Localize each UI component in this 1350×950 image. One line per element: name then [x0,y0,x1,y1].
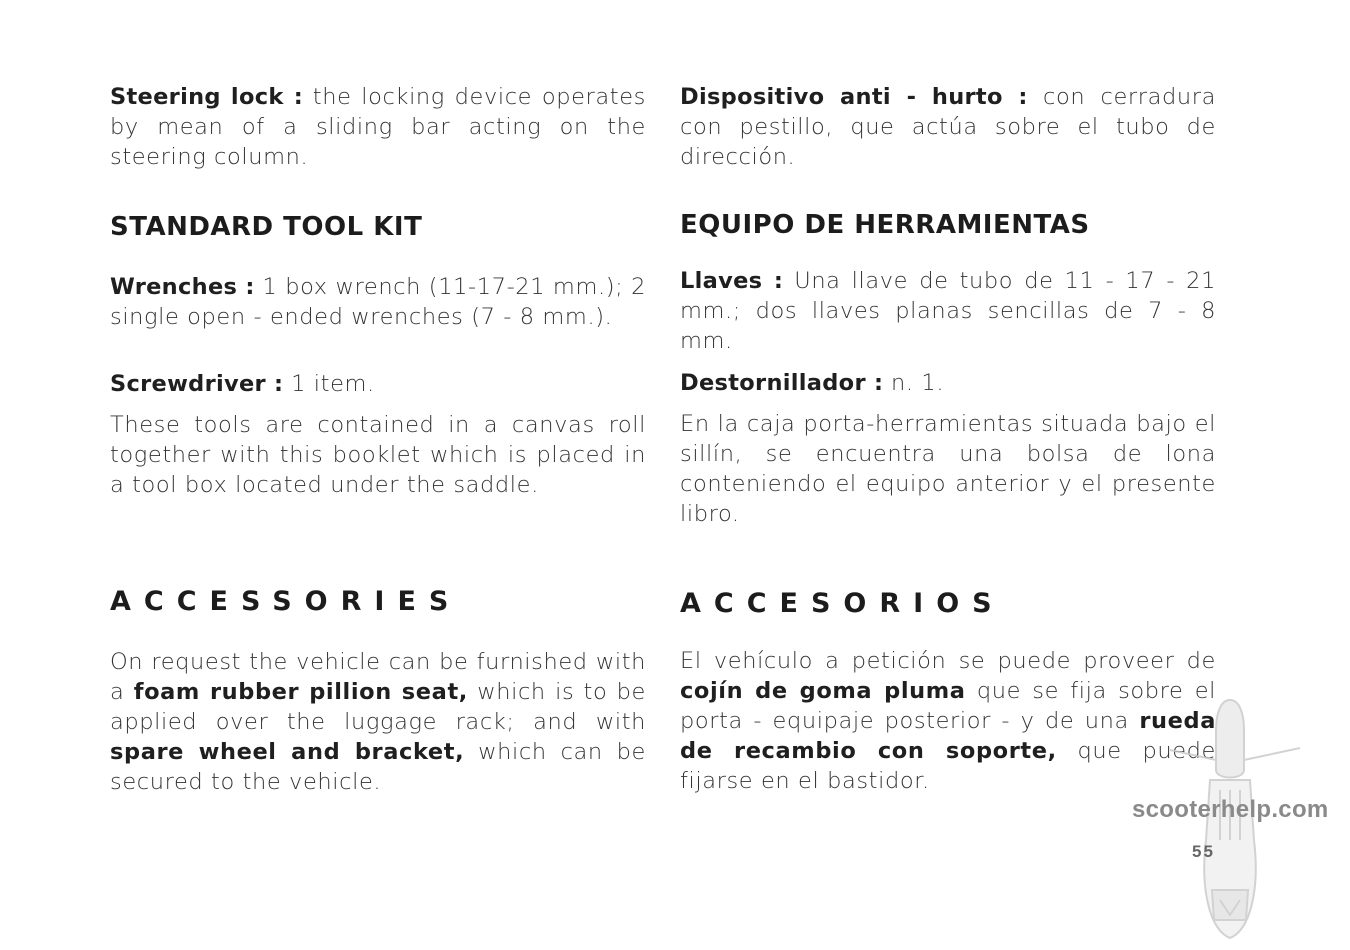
herramientas-heading: EQUIPO DE HERRAMIENTAS [680,210,1090,240]
accessories-text-3: which can be secured to the vehicle. [110,739,646,795]
steering-lock-paragraph [110,82,646,172]
destornillador-paragraph [680,368,1216,398]
destornillador-term: Destornillador : [680,370,884,396]
accessories-text-2: which is to be applied over the luggage rack; and with [110,679,646,735]
llaves-text: Una llave de tubo de 11 - 17 - 21 mm.; dos llaves planas sencillas de 7 - 8 mm. [680,268,1216,354]
accesorios-text-2: que se fija sobre el porta - equipaje posterior - y de una [680,678,1216,734]
pillion-seat-emphasis: foam rubber pillion seat, [133,679,468,705]
accessories-heading: ACCESSORIES [110,586,462,617]
steering-lock-term: Steering lock : [110,84,304,110]
steering-lock-text: the locking device operates by mean of a sliding bar acting on the steering column. [110,84,646,170]
wrenches-paragraph [110,272,646,332]
spare-wheel-emphasis: spare wheel and bracket, [110,739,465,765]
accesorios-text-3: que puede fijarse en el bastidor. [680,738,1217,794]
accessories-paragraph [110,647,646,797]
rueda-emphasis: rueda de recambio con soporte, [680,708,1216,764]
accesorios-text-1: El vehículo a petición se puede proveer de [680,648,1216,674]
wrenches-text: 1 box wrench (11-17-21 mm.); 2 single open - ended wrenches (7 - 8 mm.). [110,274,646,330]
screwdriver-term: Screwdriver : [110,371,284,397]
anti-hurto-term: Dispositivo anti - hurto : [680,84,1028,110]
accesorios-heading: ACCESORIOS [680,588,1005,619]
accesorios-paragraph [680,646,1216,796]
cojin-emphasis: cojín de goma pluma [680,678,966,704]
tools-paragraph: These tools are contained in a canvas roll together with this booklet which is placed in a tool box located under the saddle. [110,412,646,498]
wrenches-term: Wrenches : [110,274,255,300]
watermark-text: scooterhelp.com [1132,796,1329,823]
caja-paragraph: En la caja porta-herramientas situada bajo el sillín, se encuentra una bolsa de lona conteniendo el equipo anterior y el presente libro. [680,411,1216,527]
page-number: 55 [1192,842,1215,861]
anti-hurto-text: con cerradura con pestillo, que actúa sobre el tubo de dirección. [680,84,1216,170]
accessories-text-1: On request the vehicle can be furnished with a [110,649,646,705]
anti-hurto-paragraph [680,82,1216,172]
llaves-paragraph [680,266,1216,356]
screwdriver-text: 1 item. [291,371,375,397]
llaves-term: Llaves : [680,268,784,294]
screwdriver-paragraph [110,369,646,399]
tool-kit-heading: STANDARD TOOL KIT [110,212,423,242]
destornillador-text: n. 1. [891,370,945,396]
